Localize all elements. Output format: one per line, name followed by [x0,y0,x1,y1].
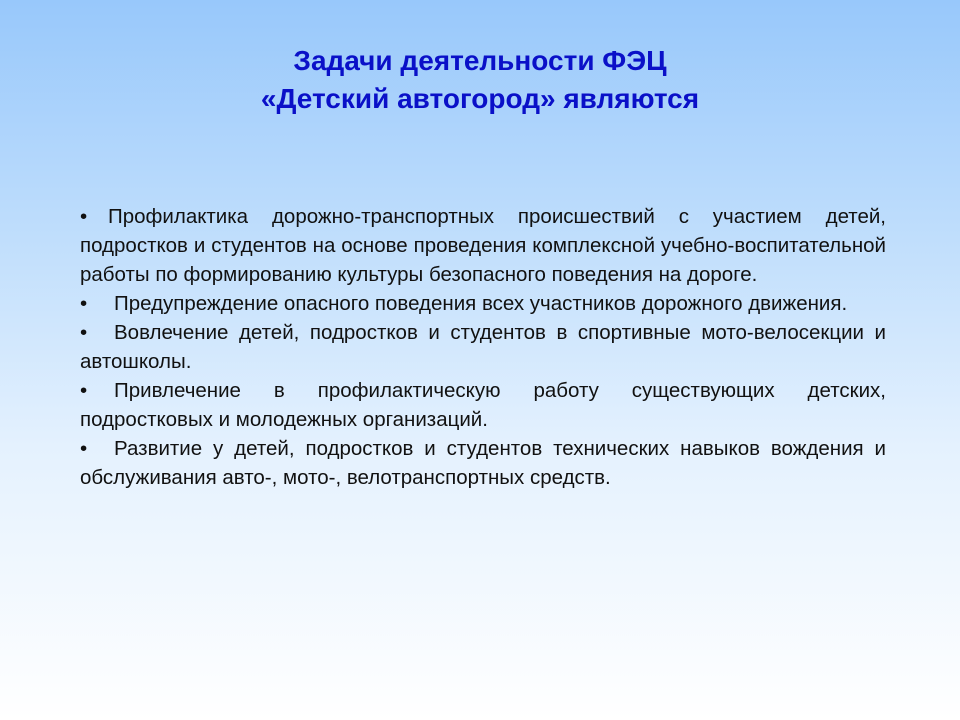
list-item [80,318,886,376]
list-item-text: Профилактика дорожно-транспортных происшествий с участием детей, подростков и студентов на основе проведения комплексной учебно-воспитательной работы по формированию культуры безопасного поведения на дороге. [80,205,886,286]
list-item [80,289,886,318]
list-item [80,202,886,289]
bullet-icon: • [80,437,88,460]
title-line-2: «Детский автогород» являются [260,83,700,114]
list-item-text: Предупреждение опасного поведения всех участников дорожного движения. [114,292,848,315]
list-item-text: Вовлечение детей, подростков и студентов в спортивные мото-велосекции и автошколы. [80,321,886,373]
slide-title [0,42,960,118]
bullet-icon: • [80,205,88,228]
list-item [80,376,886,434]
bullet-icon: • [80,379,88,402]
bullet-icon: • [80,292,88,315]
list-item [80,434,886,492]
list-item-text: Развитие у детей, подростков и студентов технических навыков вождения и обслуживания авто-, мото-, велотранспортных средств. [80,437,886,489]
title-line-1: Задачи деятельности ФЭЦ [293,45,667,76]
list-item-text: Привлечение в профилактическую работу существующих детских, подростковых и молодежных организаций. [80,379,886,431]
bullet-icon: • [80,321,88,344]
task-list [80,202,886,492]
